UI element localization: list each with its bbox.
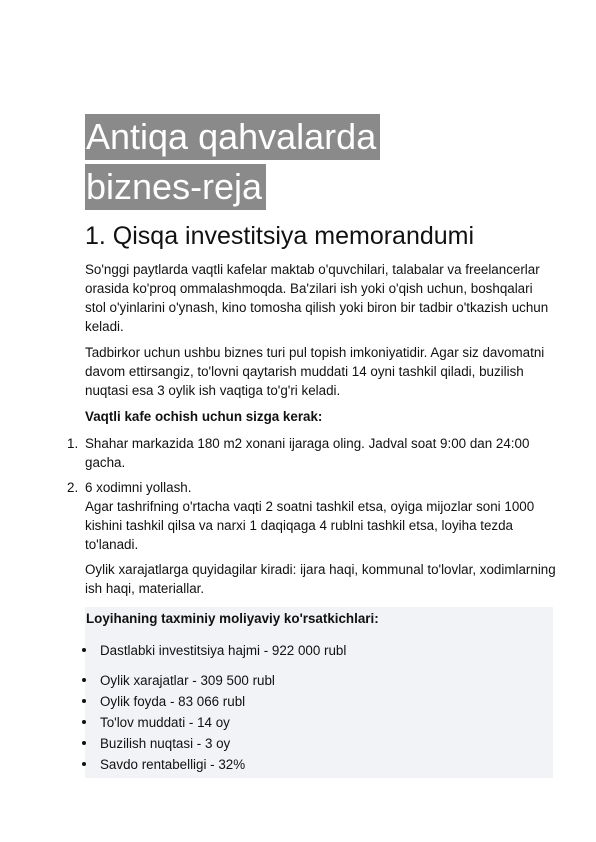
title-line-1: Antiqa qahvalarda [85, 114, 380, 160]
section-heading: 1. Qisqa investitsiya memorandumi [85, 222, 475, 250]
bullet-icon [82, 678, 86, 682]
list-item-text: Dastlabki investitsiya hajmi - 922 000 rubl [100, 643, 347, 658]
list-item [85, 754, 553, 775]
list-item [85, 670, 553, 691]
bullet-icon [82, 741, 86, 745]
list-item [85, 712, 553, 733]
financials-box [85, 607, 553, 778]
bullet-icon [82, 699, 86, 703]
list-item [67, 478, 557, 554]
list-number: 1. [67, 436, 79, 451]
business-paragraph: Tadbirkor uchun ushbu biznes turi pul topish imkoniyatidir. Agar siz davomatni davom ettirsangiz, to'lovni qaytarish muddati 14 oyni tashkil qiladi, buzilish nuqtasi esa 3 oylik ish vaqtiga to'g'ri keladi. [85, 345, 545, 398]
bullet-icon [82, 762, 86, 766]
title-line-2: biznes-reja [85, 164, 266, 210]
document-page [67, 114, 557, 778]
financials-heading: Loyihaning taxminiy moliyaviy ko'rsatkichlari: [86, 611, 379, 626]
steps-list [67, 434, 557, 554]
bullet-icon [82, 648, 86, 652]
list-item [67, 434, 557, 472]
list-item [85, 691, 553, 712]
intro-paragraph: So'nggi paytlarda vaqtli kafelar maktab o'quvchilari, talabalar va freelancerlar orasida ko'proq ommalashmoqda. Ba'zilari ish yoki o'qish uchun, boshqalari stol o'yinlarini o'ynash, kino tomosha qilish yoki biron bir tadbir o'tkazish uchun keladi. [85, 262, 549, 334]
expenses-paragraph: Oylik xarajatlarga quyidagilar kiradi: ijara haqi, kommunal to'lovlar, xodimlarning ish haqi, materiallar. [85, 562, 556, 596]
financials-list [85, 640, 553, 775]
list-item-text: Oylik foyda - 83 066 rubl [100, 694, 246, 709]
list-item-text: Shahar markazida 180 m2 xonani ijaraga oling. Jadval soat 9:00 dan 24:00 gacha. [85, 436, 530, 470]
list-item-subtext: Agar tashrifning o'rtacha vaqti 2 soatni tashkil etsa, oyiga mijozlar soni 1000 kishini tashkil qilsa va narxi 1 daqiqaga 4 rublni tashkil etsa, loyiha tezda to'lanadi. [85, 499, 535, 552]
list-item-text: Buzilish nuqtasi - 3 oy [100, 736, 231, 751]
bullet-icon [82, 720, 86, 724]
needs-heading: Vaqtli kafe ochish uchun sizga kerak: [85, 409, 323, 424]
list-item-text: To'lov muddati - 14 oy [100, 715, 230, 730]
list-item-text: 6 xodimni yollash. [85, 480, 192, 495]
list-item-text: Savdo rentabelligi - 32% [100, 757, 246, 772]
list-item [85, 640, 553, 661]
list-item [85, 733, 553, 754]
list-number: 2. [67, 480, 79, 495]
list-item-text: Oylik xarajatlar - 309 500 rubl [100, 673, 275, 688]
document-title [85, 114, 557, 214]
